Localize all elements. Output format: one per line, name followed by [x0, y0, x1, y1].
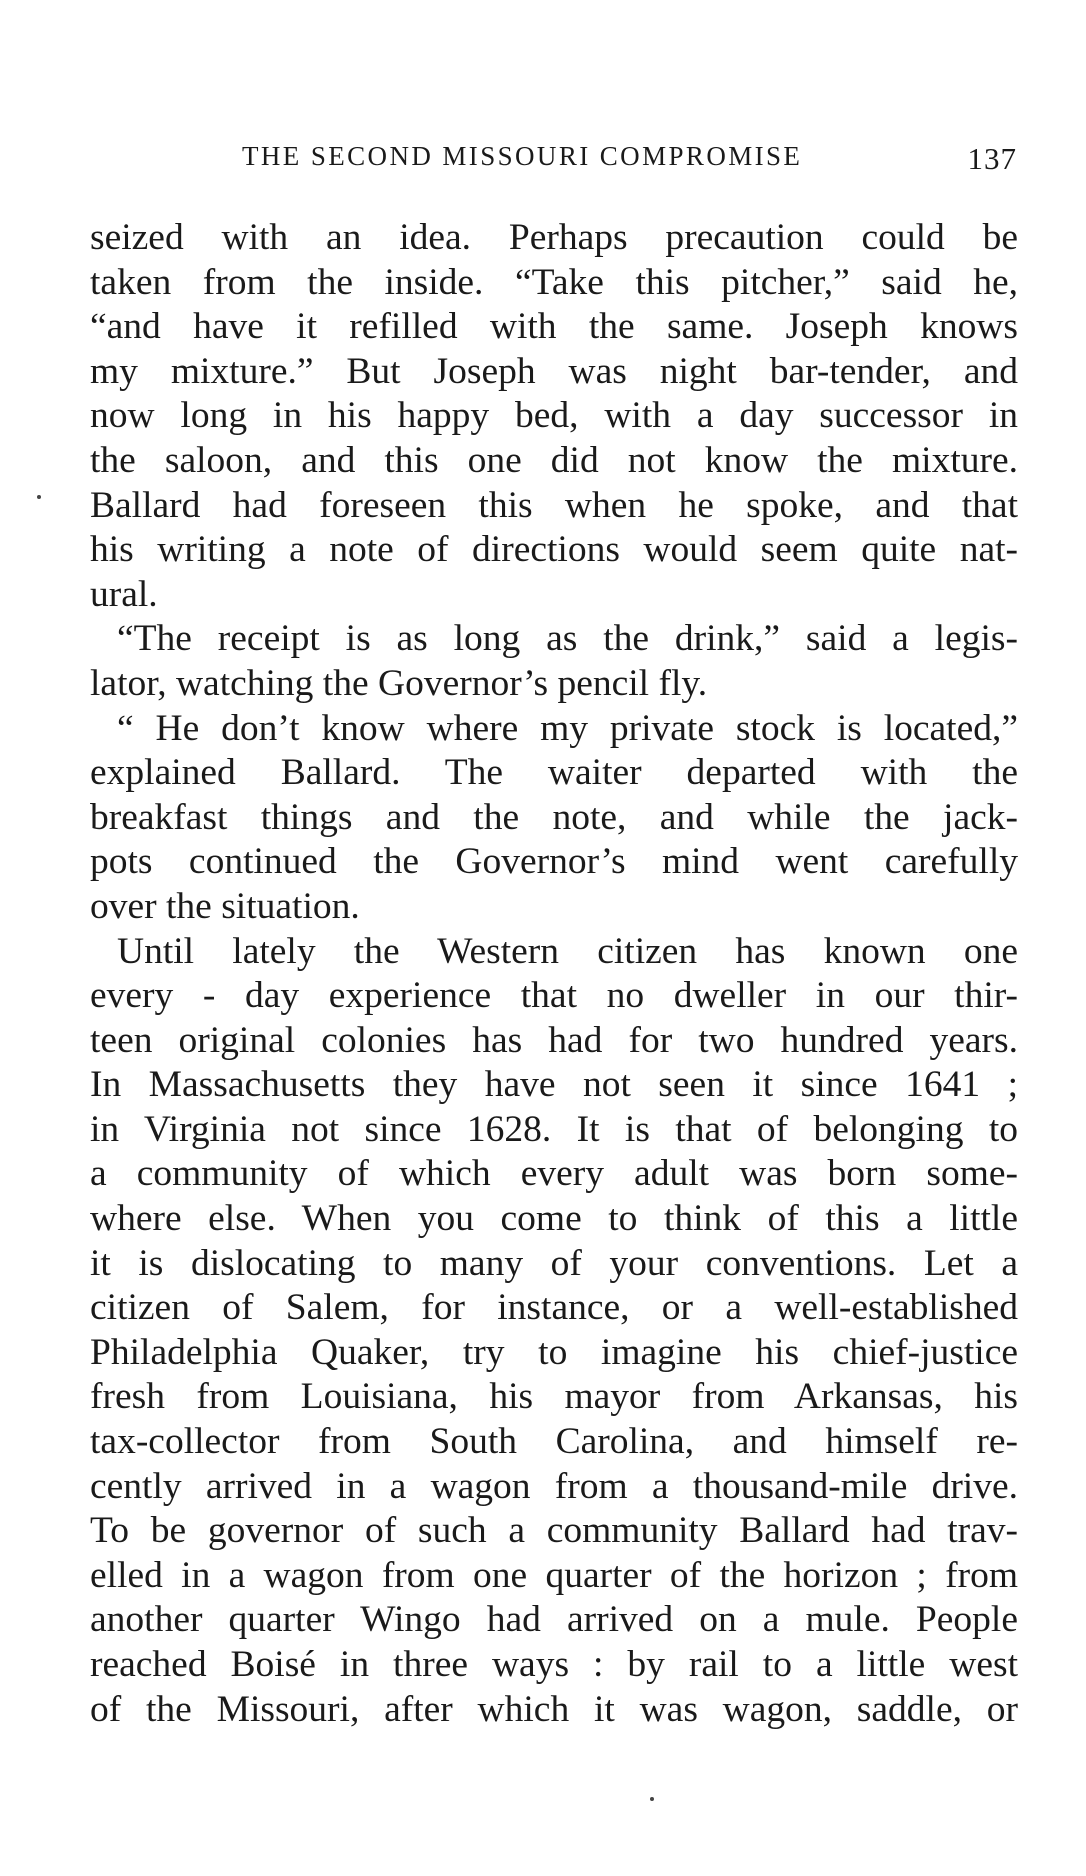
text-line: my mixture.” But Joseph was night bar-tender, and	[90, 350, 1018, 392]
text-line: Philadelphia Quaker, try to imagine his chief-justice	[90, 1331, 1018, 1373]
text-line: reached Boisé in three ways : by rail to a little west	[90, 1644, 1018, 1685]
text-line: pots continued the Governor’s mind went carefully	[90, 841, 1018, 883]
footer-speck	[650, 1797, 654, 1801]
text-line: “The receipt is as long as the drink,” said a legis-	[117, 618, 1018, 660]
text-line: a community of which every adult was born some-	[90, 1153, 1018, 1195]
text-line: teen original colonies has had for two hundred years.	[90, 1019, 1018, 1061]
text-line: where else. When you come to think of this a little	[90, 1198, 1018, 1240]
text-line: fresh from Louisiana, his mayor from Arkansas, his	[90, 1376, 1018, 1418]
text-line: seized with an idea. Perhaps precaution could be	[90, 217, 1018, 258]
text-line: now long in his happy bed, with a day successor in	[90, 395, 1018, 437]
text-line: breakfast things and the note, and while the jack-	[90, 796, 1018, 838]
running-title: THE SECOND MISSOURI COMPROMISE	[242, 141, 803, 171]
text-line: cently arrived in a wagon from a thousand-mile drive.	[90, 1465, 1018, 1507]
running-head	[242, 141, 1017, 181]
text-line: citizen of Salem, for instance, or a well-established	[90, 1287, 1018, 1329]
body-text	[90, 216, 1018, 1732]
text-line: elled in a wagon from one quarter of the horizon ; from	[90, 1554, 1018, 1596]
text-line: Until lately the Western citizen has known one	[117, 930, 1018, 972]
text-line: Ballard had foreseen this when he spoke, and that	[90, 484, 1018, 526]
text-line: “ He don’t know where my private stock is located,”	[117, 707, 1018, 749]
text-line: explained Ballard. The waiter departed with the	[90, 752, 1018, 794]
text-line: in Virginia not since 1628. It is that of belonging to	[90, 1108, 1018, 1150]
text-line: ural.	[90, 573, 158, 615]
text-line: In Massachusetts they have not seen it since 1641 ;	[90, 1064, 1018, 1106]
text-line: “and have it refilled with the same. Joseph knows	[90, 306, 1018, 348]
text-line: over the situation.	[90, 885, 360, 927]
text-line: lator, watching the Governor’s pencil fly.	[90, 662, 708, 704]
text-line: tax-collector from South Carolina, and himself re-	[90, 1421, 1018, 1463]
text-line: another quarter Wingo had arrived on a mule. People	[90, 1599, 1018, 1641]
margin-speck	[37, 495, 41, 499]
text-line: the saloon, and this one did not know the mixture.	[90, 439, 1018, 481]
text-line: it is dislocating to many of your conventions. Let a	[90, 1242, 1018, 1284]
text-line: To be governor of such a community Ballard had trav-	[90, 1510, 1018, 1552]
text-line: every - day experience that no dweller in our thir-	[90, 975, 1018, 1017]
text-line: his writing a note of directions would seem quite nat-	[90, 529, 1018, 571]
text-line: of the Missouri, after which it was wagon, saddle, or	[90, 1688, 1018, 1730]
text-line: taken from the inside. “Take this pitcher,” said he,	[90, 261, 1018, 303]
page-number: 137	[967, 141, 1017, 176]
